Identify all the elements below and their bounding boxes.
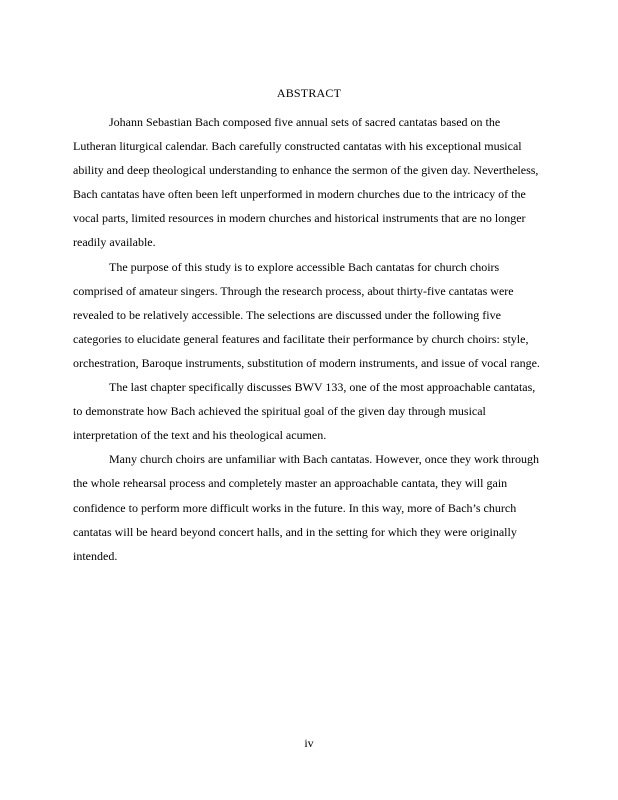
paragraph-4 (73, 447, 549, 567)
abstract-body (73, 110, 549, 568)
page-number: iv (304, 736, 314, 750)
abstract-heading: ABSTRACT (276, 86, 342, 100)
text-line: categories to elucidate general features and facilitate their performance by church choirs: style, (73, 331, 529, 346)
text-line: comprised of amateur singers. Through the research process, about thirty-five cantatas were (73, 283, 514, 298)
text-line: orchestration, Baroque instruments, substitution of modern instruments, and issue of vocal range. (73, 355, 540, 370)
text-line: to demonstrate how Bach achieved the spiritual goal of the given day through musical (73, 404, 486, 419)
text-line: revealed to be relatively accessible. The selections are discussed under the following five (73, 307, 501, 322)
text-line: Lutheran liturgical calendar. Bach carefully constructed cantatas with his exceptional musical (73, 139, 522, 154)
text-line: ability and deep theological understanding to enhance the sermon of the given day. Nevertheless, (73, 163, 539, 178)
text-line: Bach cantatas have often been left unperformed in modern churches due to the intricacy of the (73, 187, 526, 202)
text-line: cantatas will be heard beyond concert halls, and in the setting for which they were originally (73, 524, 517, 539)
text-line: interpretation of the text and his theological acumen. (73, 428, 327, 443)
text-line: confidence to perform more difficult works in the future. In this way, more of Bach’s church (73, 500, 517, 515)
paragraph-1 (73, 110, 549, 255)
text-line: The purpose of this study is to explore accessible Bach cantatas for church choirs (109, 259, 500, 274)
text-line: readily available. (73, 235, 156, 250)
text-line: The last chapter specifically discusses BWV 133, one of the most approachable cantatas, (109, 380, 536, 395)
paragraph-2 (73, 255, 549, 375)
text-line: Many church choirs are unfamiliar with Bach cantatas. However, once they work through (109, 452, 540, 467)
text-line: intended. (73, 548, 118, 563)
text-line: Johann Sebastian Bach composed five annual sets of sacred cantatas based on the (109, 115, 501, 129)
text-line: vocal parts, limited resources in modern churches and historical instruments that are no longer (73, 211, 526, 226)
text-line: the whole rehearsal process and completely master an approachable cantata, they will gain (73, 476, 508, 491)
paragraph-3 (73, 375, 549, 447)
